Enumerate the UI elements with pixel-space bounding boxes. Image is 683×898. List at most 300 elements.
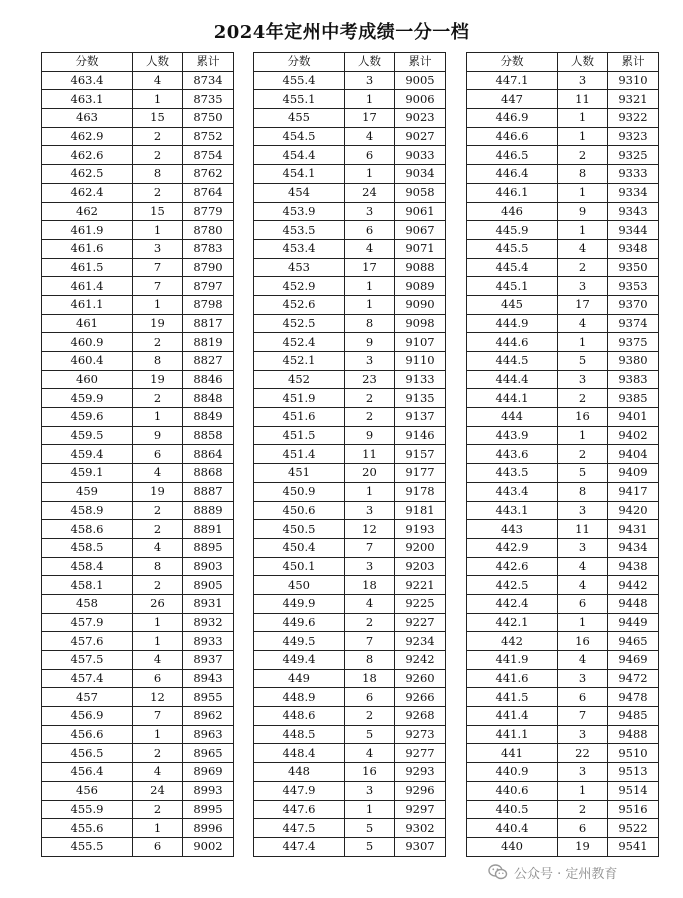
cumulative-cell: 9293 xyxy=(395,763,446,782)
score-cell: 443.9 xyxy=(467,426,558,445)
table-row xyxy=(467,632,659,651)
score-cell: 447.5 xyxy=(254,819,345,838)
score-cell: 458.1 xyxy=(42,576,133,595)
cumulative-cell: 9334 xyxy=(608,183,659,202)
cumulative-cell: 9514 xyxy=(608,781,659,800)
table-row xyxy=(42,426,234,445)
table-row xyxy=(42,744,234,763)
count-cell: 1 xyxy=(558,781,608,800)
count-cell: 15 xyxy=(133,109,183,128)
count-cell: 3 xyxy=(345,352,395,371)
table-row xyxy=(42,464,234,483)
count-cell: 2 xyxy=(558,445,608,464)
count-cell: 4 xyxy=(133,464,183,483)
table-row xyxy=(254,408,446,427)
score-cell: 446.6 xyxy=(467,127,558,146)
table-row xyxy=(467,165,659,184)
score-cell: 456 xyxy=(42,781,133,800)
count-cell: 23 xyxy=(345,370,395,389)
cumulative-cell: 9409 xyxy=(608,464,659,483)
table-row xyxy=(42,819,234,838)
score-cell: 442.1 xyxy=(467,613,558,632)
score-cell: 446.9 xyxy=(467,109,558,128)
score-cell: 462.6 xyxy=(42,146,133,165)
score-cell: 455.6 xyxy=(42,819,133,838)
score-cell: 455.9 xyxy=(42,800,133,819)
score-cell: 440 xyxy=(467,837,558,856)
table-row xyxy=(467,613,659,632)
score-cell: 441.1 xyxy=(467,725,558,744)
cumulative-cell: 8962 xyxy=(183,707,234,726)
count-cell: 2 xyxy=(133,520,183,539)
table-row xyxy=(254,202,446,221)
cumulative-cell: 8779 xyxy=(183,202,234,221)
cumulative-cell: 9067 xyxy=(395,221,446,240)
cumulative-cell: 9401 xyxy=(608,408,659,427)
table-row xyxy=(42,258,234,277)
score-cell: 461.4 xyxy=(42,277,133,296)
score-cell: 443.6 xyxy=(467,445,558,464)
count-cell: 4 xyxy=(133,538,183,557)
score-cell: 441 xyxy=(467,744,558,763)
table-row xyxy=(42,520,234,539)
count-cell: 2 xyxy=(558,146,608,165)
count-cell: 1 xyxy=(133,725,183,744)
cumulative-cell: 9302 xyxy=(395,819,446,838)
table-row xyxy=(254,370,446,389)
cumulative-cell: 9266 xyxy=(395,688,446,707)
table-row xyxy=(467,725,659,744)
score-cell: 448.4 xyxy=(254,744,345,763)
cumulative-cell: 9146 xyxy=(395,426,446,445)
table-row xyxy=(42,389,234,408)
count-cell: 15 xyxy=(133,202,183,221)
cumulative-cell: 9058 xyxy=(395,183,446,202)
cumulative-cell: 9203 xyxy=(395,557,446,576)
score-cell: 462.5 xyxy=(42,165,133,184)
count-cell: 9 xyxy=(558,202,608,221)
cumulative-cell: 9541 xyxy=(608,837,659,856)
count-cell: 1 xyxy=(558,127,608,146)
count-cell: 1 xyxy=(133,295,183,314)
table-row xyxy=(467,183,659,202)
count-cell: 2 xyxy=(133,127,183,146)
cumulative-cell: 8996 xyxy=(183,819,234,838)
table-row xyxy=(254,426,446,445)
score-cell: 459.9 xyxy=(42,389,133,408)
score-cell: 452.4 xyxy=(254,333,345,352)
cumulative-cell: 8943 xyxy=(183,669,234,688)
cumulative-cell: 8848 xyxy=(183,389,234,408)
table-row xyxy=(42,669,234,688)
cumulative-cell: 9033 xyxy=(395,146,446,165)
table-row xyxy=(42,688,234,707)
score-cell: 454.1 xyxy=(254,165,345,184)
count-cell: 2 xyxy=(133,800,183,819)
count-cell: 3 xyxy=(558,71,608,90)
count-cell: 19 xyxy=(133,314,183,333)
count-cell: 9 xyxy=(345,426,395,445)
table-row xyxy=(467,464,659,483)
count-cell: 8 xyxy=(558,165,608,184)
cumulative-cell: 9404 xyxy=(608,445,659,464)
count-cell: 4 xyxy=(558,239,608,258)
count-cell: 4 xyxy=(345,239,395,258)
score-cell: 450.5 xyxy=(254,520,345,539)
count-cell: 8 xyxy=(133,352,183,371)
cumulative-cell: 8963 xyxy=(183,725,234,744)
table-row xyxy=(254,819,446,838)
cumulative-cell: 9234 xyxy=(395,632,446,651)
score-cell: 450.1 xyxy=(254,557,345,576)
table-row xyxy=(467,651,659,670)
score-cell: 444.9 xyxy=(467,314,558,333)
cumulative-cell: 8817 xyxy=(183,314,234,333)
cumulative-cell: 9402 xyxy=(608,426,659,445)
score-table-1 xyxy=(41,52,234,857)
count-cell: 8 xyxy=(133,557,183,576)
table-row xyxy=(467,837,659,856)
score-cell: 452.1 xyxy=(254,352,345,371)
table-row xyxy=(467,127,659,146)
count-cell: 2 xyxy=(133,333,183,352)
table-row xyxy=(42,445,234,464)
count-cell: 1 xyxy=(558,426,608,445)
cumulative-cell: 9297 xyxy=(395,800,446,819)
count-cell: 3 xyxy=(558,538,608,557)
table-row xyxy=(42,109,234,128)
count-cell: 1 xyxy=(133,632,183,651)
score-cell: 459.6 xyxy=(42,408,133,427)
cumulative-cell: 9137 xyxy=(395,408,446,427)
count-cell: 9 xyxy=(133,426,183,445)
score-cell: 450 xyxy=(254,576,345,595)
count-cell: 7 xyxy=(133,707,183,726)
count-cell: 2 xyxy=(345,707,395,726)
table-row xyxy=(467,781,659,800)
count-cell: 1 xyxy=(133,221,183,240)
score-cell: 448 xyxy=(254,763,345,782)
cumulative-cell: 9002 xyxy=(183,837,234,856)
cumulative-cell: 9380 xyxy=(608,352,659,371)
count-cell: 3 xyxy=(133,239,183,258)
score-cell: 442.4 xyxy=(467,594,558,613)
count-cell: 3 xyxy=(345,781,395,800)
cumulative-cell: 9177 xyxy=(395,464,446,483)
count-cell: 4 xyxy=(558,314,608,333)
count-cell: 3 xyxy=(558,669,608,688)
score-cell: 451.5 xyxy=(254,426,345,445)
score-cell: 455 xyxy=(254,109,345,128)
cumulative-cell: 8790 xyxy=(183,258,234,277)
table-row xyxy=(254,146,446,165)
header-cumulative: 累计 xyxy=(608,53,659,72)
cumulative-cell: 9098 xyxy=(395,314,446,333)
table-row xyxy=(254,763,446,782)
score-cell: 455.1 xyxy=(254,90,345,109)
table-row xyxy=(467,557,659,576)
table-row xyxy=(42,239,234,258)
cumulative-cell: 9325 xyxy=(608,146,659,165)
score-cell: 461.9 xyxy=(42,221,133,240)
count-cell: 2 xyxy=(133,146,183,165)
score-cell: 463 xyxy=(42,109,133,128)
count-cell: 4 xyxy=(345,594,395,613)
cumulative-cell: 8932 xyxy=(183,613,234,632)
count-cell: 5 xyxy=(345,725,395,744)
score-cell: 443 xyxy=(467,520,558,539)
table-row xyxy=(42,314,234,333)
count-cell: 1 xyxy=(558,333,608,352)
cumulative-cell: 9225 xyxy=(395,594,446,613)
header-cumulative: 累计 xyxy=(395,53,446,72)
score-cell: 444.6 xyxy=(467,333,558,352)
cumulative-cell: 8798 xyxy=(183,295,234,314)
count-cell: 4 xyxy=(133,651,183,670)
cumulative-cell: 9469 xyxy=(608,651,659,670)
score-cell: 462.4 xyxy=(42,183,133,202)
cumulative-cell: 9522 xyxy=(608,819,659,838)
table-row xyxy=(467,707,659,726)
cumulative-cell: 8931 xyxy=(183,594,234,613)
count-cell: 2 xyxy=(133,744,183,763)
table-row xyxy=(254,594,446,613)
count-cell: 2 xyxy=(133,183,183,202)
count-cell: 1 xyxy=(345,165,395,184)
table-row xyxy=(254,239,446,258)
cumulative-cell: 9431 xyxy=(608,520,659,539)
score-cell: 444.5 xyxy=(467,352,558,371)
table-row xyxy=(467,370,659,389)
table-row xyxy=(467,408,659,427)
count-cell: 3 xyxy=(558,725,608,744)
score-cell: 447.9 xyxy=(254,781,345,800)
score-cell: 446.4 xyxy=(467,165,558,184)
table-row xyxy=(42,576,234,595)
cumulative-cell: 9385 xyxy=(608,389,659,408)
wechat-watermark xyxy=(484,861,621,883)
count-cell: 6 xyxy=(558,594,608,613)
table-row xyxy=(42,277,234,296)
score-cell: 454.5 xyxy=(254,127,345,146)
cumulative-cell: 9107 xyxy=(395,333,446,352)
cumulative-cell: 9478 xyxy=(608,688,659,707)
table-row xyxy=(254,109,446,128)
count-cell: 24 xyxy=(133,781,183,800)
table-row xyxy=(42,295,234,314)
count-cell: 3 xyxy=(345,557,395,576)
score-cell: 440.6 xyxy=(467,781,558,800)
table-row xyxy=(467,90,659,109)
cumulative-cell: 9333 xyxy=(608,165,659,184)
score-cell: 449.9 xyxy=(254,594,345,613)
count-cell: 2 xyxy=(345,408,395,427)
wechat-icon xyxy=(488,864,508,880)
table-row xyxy=(254,688,446,707)
cumulative-cell: 9472 xyxy=(608,669,659,688)
score-cell: 446 xyxy=(467,202,558,221)
table-row xyxy=(254,538,446,557)
count-cell: 16 xyxy=(558,408,608,427)
score-cell: 443.5 xyxy=(467,464,558,483)
score-cell: 441.4 xyxy=(467,707,558,726)
cumulative-cell: 8858 xyxy=(183,426,234,445)
score-cell: 453 xyxy=(254,258,345,277)
score-cell: 463.1 xyxy=(42,90,133,109)
count-cell: 6 xyxy=(345,688,395,707)
score-table-2 xyxy=(253,52,446,857)
score-table-3 xyxy=(466,52,659,857)
count-cell: 1 xyxy=(345,295,395,314)
count-cell: 1 xyxy=(133,408,183,427)
cumulative-cell: 9034 xyxy=(395,165,446,184)
cumulative-cell: 8849 xyxy=(183,408,234,427)
score-cell: 441.9 xyxy=(467,651,558,670)
table-row xyxy=(254,389,446,408)
count-cell: 11 xyxy=(558,520,608,539)
header-count: 人数 xyxy=(345,53,395,72)
cumulative-cell: 8891 xyxy=(183,520,234,539)
table-row xyxy=(254,277,446,296)
score-cell: 456.9 xyxy=(42,707,133,726)
score-cell: 457.6 xyxy=(42,632,133,651)
score-cell: 460.4 xyxy=(42,352,133,371)
count-cell: 3 xyxy=(345,202,395,221)
count-cell: 1 xyxy=(133,613,183,632)
cumulative-cell: 9133 xyxy=(395,370,446,389)
score-cell: 445 xyxy=(467,295,558,314)
table-row xyxy=(467,576,659,595)
count-cell: 2 xyxy=(133,501,183,520)
count-cell: 1 xyxy=(133,819,183,838)
count-cell: 6 xyxy=(133,669,183,688)
count-cell: 6 xyxy=(345,221,395,240)
score-cell: 457 xyxy=(42,688,133,707)
cumulative-cell: 9181 xyxy=(395,501,446,520)
score-cell: 440.5 xyxy=(467,800,558,819)
count-cell: 4 xyxy=(345,744,395,763)
count-cell: 1 xyxy=(558,183,608,202)
table-row xyxy=(42,71,234,90)
table-row xyxy=(42,482,234,501)
cumulative-cell: 9071 xyxy=(395,239,446,258)
table-row xyxy=(254,183,446,202)
score-cell: 448.6 xyxy=(254,707,345,726)
cumulative-cell: 8735 xyxy=(183,90,234,109)
cumulative-cell: 8903 xyxy=(183,557,234,576)
cumulative-cell: 8895 xyxy=(183,538,234,557)
table-row xyxy=(467,71,659,90)
count-cell: 3 xyxy=(558,501,608,520)
score-cell: 449.6 xyxy=(254,613,345,632)
count-cell: 3 xyxy=(558,763,608,782)
cumulative-cell: 9516 xyxy=(608,800,659,819)
table-row xyxy=(467,277,659,296)
table-row xyxy=(254,127,446,146)
table-row xyxy=(42,90,234,109)
score-cell: 445.4 xyxy=(467,258,558,277)
score-cell: 458.4 xyxy=(42,557,133,576)
count-cell: 18 xyxy=(345,576,395,595)
cumulative-cell: 9061 xyxy=(395,202,446,221)
cumulative-cell: 9449 xyxy=(608,613,659,632)
cumulative-cell: 9442 xyxy=(608,576,659,595)
table-row xyxy=(42,781,234,800)
table-row xyxy=(254,445,446,464)
count-cell: 11 xyxy=(345,445,395,464)
count-cell: 22 xyxy=(558,744,608,763)
table-row xyxy=(42,837,234,856)
score-cell: 460.9 xyxy=(42,333,133,352)
table-row xyxy=(42,146,234,165)
count-cell: 2 xyxy=(558,258,608,277)
score-cell: 449.4 xyxy=(254,651,345,670)
count-cell: 19 xyxy=(133,482,183,501)
table-row xyxy=(42,763,234,782)
table-row xyxy=(467,669,659,688)
count-cell: 4 xyxy=(133,71,183,90)
cumulative-cell: 9323 xyxy=(608,127,659,146)
score-cell: 450.6 xyxy=(254,501,345,520)
score-cell: 447 xyxy=(467,90,558,109)
cumulative-cell: 8933 xyxy=(183,632,234,651)
cumulative-cell: 9088 xyxy=(395,258,446,277)
table-row xyxy=(467,445,659,464)
table-row xyxy=(467,333,659,352)
cumulative-cell: 9375 xyxy=(608,333,659,352)
score-cell: 447.1 xyxy=(467,71,558,90)
table-row xyxy=(42,725,234,744)
count-cell: 2 xyxy=(133,389,183,408)
score-cell: 453.4 xyxy=(254,239,345,258)
table-row xyxy=(254,669,446,688)
cumulative-cell: 9374 xyxy=(608,314,659,333)
count-cell: 3 xyxy=(558,370,608,389)
score-cell: 452.9 xyxy=(254,277,345,296)
score-cell: 442.5 xyxy=(467,576,558,595)
table-row xyxy=(254,258,446,277)
count-cell: 18 xyxy=(345,669,395,688)
count-cell: 3 xyxy=(558,277,608,296)
count-cell: 1 xyxy=(345,482,395,501)
count-cell: 20 xyxy=(345,464,395,483)
table-row xyxy=(467,389,659,408)
count-cell: 5 xyxy=(345,837,395,856)
score-cell: 441.6 xyxy=(467,669,558,688)
score-cell: 463.4 xyxy=(42,71,133,90)
cumulative-cell: 8827 xyxy=(183,352,234,371)
table-row xyxy=(467,800,659,819)
count-cell: 2 xyxy=(558,389,608,408)
score-cell: 455.5 xyxy=(42,837,133,856)
score-cell: 461.5 xyxy=(42,258,133,277)
cumulative-cell: 9321 xyxy=(608,90,659,109)
score-cell: 448.9 xyxy=(254,688,345,707)
cumulative-cell: 9135 xyxy=(395,389,446,408)
cumulative-cell: 8846 xyxy=(183,370,234,389)
count-cell: 6 xyxy=(558,819,608,838)
table-row xyxy=(254,557,446,576)
count-cell: 2 xyxy=(558,800,608,819)
table-row xyxy=(467,314,659,333)
table-row xyxy=(254,632,446,651)
cumulative-cell: 9420 xyxy=(608,501,659,520)
score-cell: 457.9 xyxy=(42,613,133,632)
score-cell: 453.9 xyxy=(254,202,345,221)
score-cell: 456.5 xyxy=(42,744,133,763)
table-row xyxy=(254,800,446,819)
cumulative-cell: 9005 xyxy=(395,71,446,90)
